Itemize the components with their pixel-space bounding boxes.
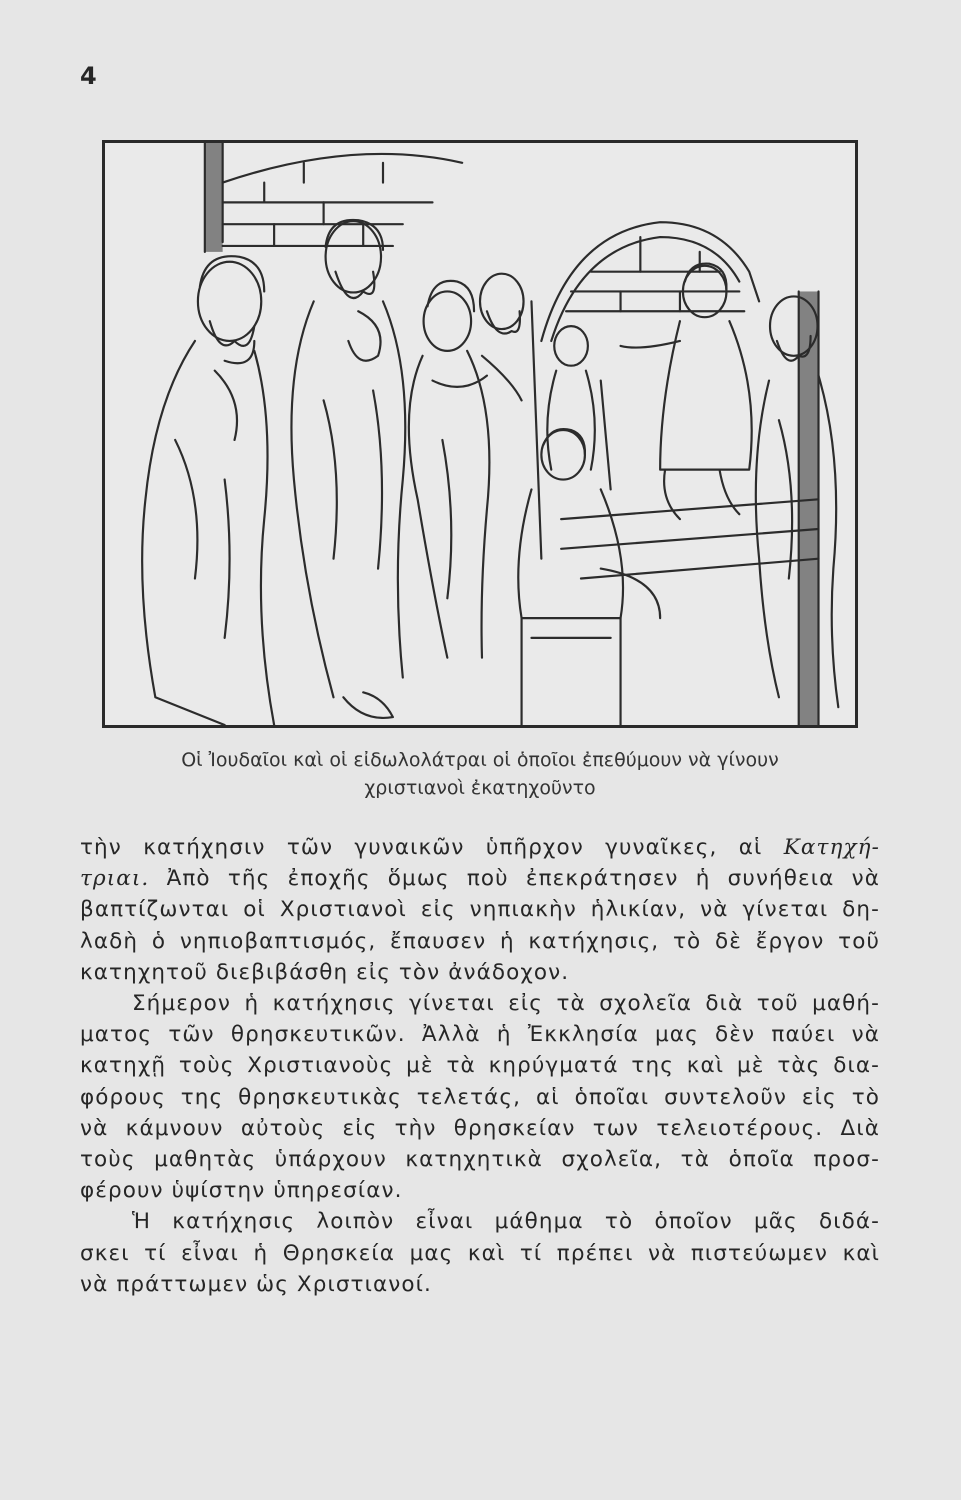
paragraph-2-line-6: τοὺς μαθητὰς ὑπάρχουν κατηχητικὰ σχολεῖα, τὰ ὁποῖα προσ- bbox=[80, 1147, 880, 1173]
paragraph-1-line-4: λαδὴ ὁ νηπιοβαπτισμός, ἔπαυσεν ἡ κατήχησις, τὸ δὲ ἔργον τοῦ bbox=[80, 928, 880, 954]
paragraph-3-line-1: Ἡ κατήχησις λοιπὸν εἶναι μάθημα τὸ ὁποῖον μᾶς διδά- bbox=[132, 1209, 880, 1235]
page-number: 4 bbox=[80, 62, 97, 90]
illustration-drawing bbox=[105, 143, 855, 725]
paragraph-1-line-5: κατηχητοῦ διεβιβάσθη εἰς τὸν ἀνάδοχον. bbox=[80, 959, 570, 985]
text-segment: τὴν κατήχησιν τῶν γυναικῶν ὑπῆρχον γυναῖκες, αἱ bbox=[80, 835, 784, 860]
caption-line-2: χριστιανοὶ ἐκατηχοῦντο bbox=[364, 777, 596, 799]
catechesis-scene-illustration bbox=[102, 140, 858, 728]
body-text bbox=[80, 832, 880, 1300]
italic-term: Κατηχή- bbox=[783, 835, 880, 860]
paragraph-2-line-3: κατηχῇ τοὺς Χριστιανοὺς μὲ τὰ κηρύγματά της καὶ μὲ τὰς δια- bbox=[80, 1053, 880, 1079]
paragraph-1-line-1 bbox=[80, 832, 880, 863]
figure-caption bbox=[100, 746, 860, 802]
paragraph-2-line-4: φόρους της θρησκευτικὰς τελετάς, αἱ ὁποῖαι συντελοῦν εἰς τὸ bbox=[80, 1084, 880, 1110]
paragraph-1-line-2 bbox=[80, 863, 880, 894]
italic-term: τριαι. bbox=[80, 866, 150, 892]
paragraph-3-line-2: σκει τί εἶναι ἡ Θρησκεία μας καὶ τί πρέπει νὰ πιστεύωμεν καὶ bbox=[80, 1240, 880, 1266]
paragraph-3-line-3: νὰ πράττωμεν ὡς Χριστιανοί. bbox=[80, 1271, 432, 1297]
paragraph-2-line-1: Σήμερον ἡ κατήχησις γίνεται εἰς τὰ σχολεῖα διὰ τοῦ μαθή- bbox=[132, 991, 880, 1017]
caption-line-1: Οἱ Ἰουδαῖοι καὶ οἱ εἰδωλολάτραι οἱ ὁποῖοι ἐπεθύμουν νὰ γίνουν bbox=[181, 749, 779, 771]
paragraph-2-line-2: ματος τῶν θρησκευτικῶν. Ἀλλὰ ἡ Ἐκκλησία μας δὲν παύει νὰ bbox=[80, 1022, 880, 1048]
paragraph-2-line-7: φέρουν ὑψίστην ὑπηρεσίαν. bbox=[80, 1178, 403, 1204]
paragraph-1-line-3: βαπτίζωνται οἱ Χριστιανοὶ εἰς νηπιακὴν ἡλικίαν, νὰ γίνεται δη- bbox=[80, 897, 880, 923]
paragraph-2-line-5: νὰ κάμνουν αὐτοὺς εἰς τὴν θρησκείαν των τελειοτέρους. Διὰ bbox=[80, 1115, 880, 1141]
text-segment: Ἀπὸ τῆς ἐποχῆς ὅμως ποὺ ἐπεκράτησεν ἡ συνήθεια νὰ bbox=[149, 866, 880, 892]
